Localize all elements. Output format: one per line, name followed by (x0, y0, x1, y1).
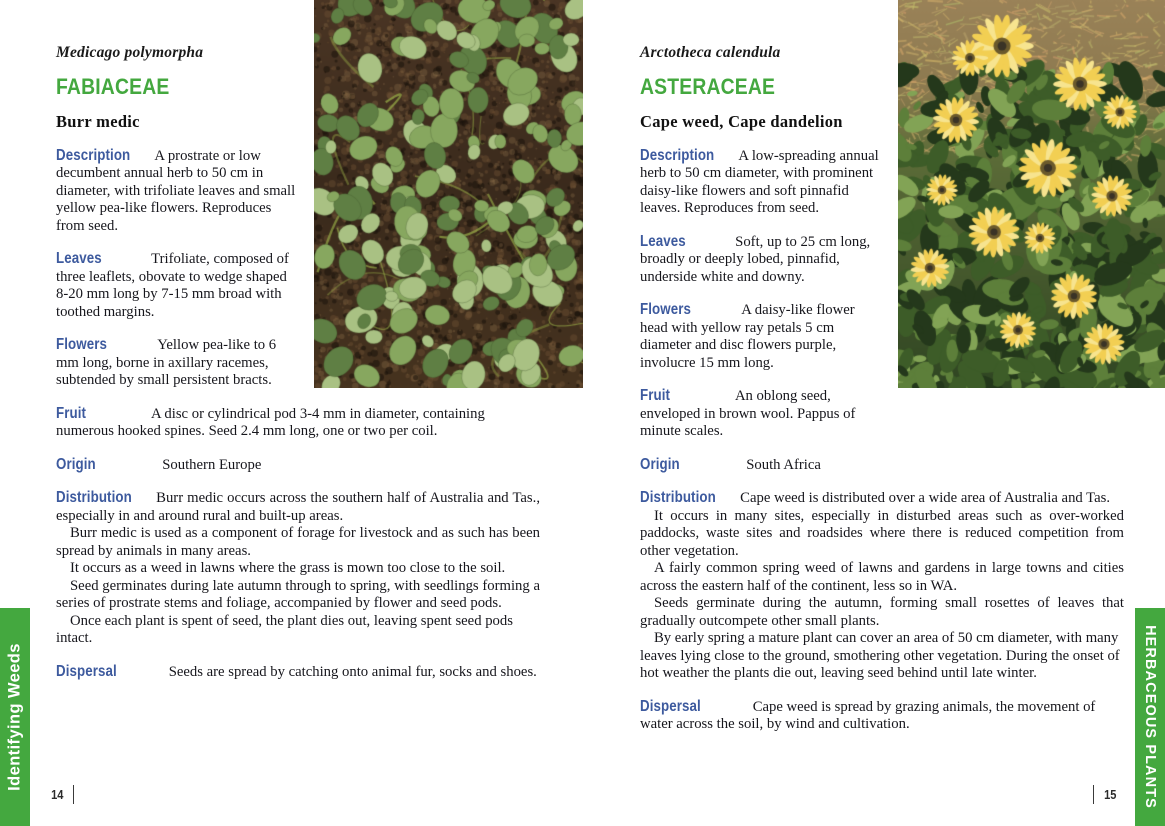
section-description (56, 147, 296, 235)
section-flowers (56, 336, 296, 389)
section-label: Flowers (640, 301, 691, 319)
section-distribution (56, 489, 540, 647)
page-number: 14 (51, 787, 64, 802)
scientific-name: Arctotheca calendula (640, 44, 781, 61)
common-name: Burr medic (56, 112, 140, 131)
section-fruit (640, 387, 880, 440)
section-label: Origin (640, 455, 680, 473)
section-label: Fruit (56, 404, 87, 422)
section-flowers (640, 301, 880, 372)
section-label: Description (640, 147, 715, 164)
section-dispersal (56, 663, 540, 681)
section-paragraph: Leaves Soft, up to 25 cm long, broadly or deeply lobed, pinnafid, underside white and downy. (640, 232, 871, 285)
section-leaves (640, 233, 880, 286)
section-label: Flowers (56, 336, 107, 354)
section-leaves (56, 250, 296, 321)
section-paragraph: Seed germinates during late autumn through to spring, with seedlings forming a series of prostrate stems and foliage, accompanied by flower and seed pods. (56, 577, 540, 612)
section-description (640, 147, 880, 218)
section-label: Origin (56, 455, 96, 473)
family-name: ASTERACEAE (640, 74, 776, 99)
sidebar-tab-label: HERBACEOUS PLANTS (1142, 625, 1158, 809)
page-number-right (1093, 785, 1117, 804)
left-sections (56, 147, 540, 681)
scientific-name: Medicago polymorpha (56, 44, 204, 61)
section-label: Dispersal (56, 662, 117, 680)
sidebar-tab-label: Identifying Weeds (5, 643, 24, 791)
sidebar-tab-identifying-weeds[interactable] (0, 608, 30, 826)
section-label: Distribution (56, 489, 132, 507)
section-distribution (640, 489, 1124, 682)
section-paragraph: Distribution Cape weed is distributed over a wide area of Australia and Tas. (640, 489, 1111, 507)
left-page-content (56, 0, 540, 681)
section-label: Fruit (640, 387, 671, 405)
page-number: 15 (1103, 787, 1116, 802)
section-paragraph: Fruit An oblong seed, enveloped in brown wool. Pappus of minute scales. (640, 387, 856, 440)
section-paragraph: By early spring a mature plant can cover an area of 50 cm diameter, with many leaves lying close to the ground, smothering other vegetation. During the onset of hot weather the plants die out, leaving seed behind until late winter. (640, 630, 1120, 682)
section-paragraph: Burr medic is used as a component of forage for livestock and as such has been spread by animals in many areas. (56, 525, 540, 559)
folio-rule (1093, 785, 1094, 804)
section-label: Leaves (56, 250, 102, 268)
sidebar-tab-herbaceous-plants[interactable] (1135, 608, 1165, 826)
section-paragraph: Leaves Trifoliate, composed of three leaflets, obovate to wedge shaped 8-20 mm long by 7-15 mm broad with toothed margins. (56, 250, 289, 320)
right-sections (640, 147, 1124, 734)
section-paragraph: It occurs in many sites, especially in disturbed areas such as over-worked paddocks, waste sites and roadsides where there is reduced competition from other vegetation. (640, 507, 1124, 559)
folio-rule (73, 785, 74, 804)
section-paragraph: Description A low-spreading annual herb to 50 cm diameter, with prominent daisy-like flowers and soft pinnafid leaves. Reproduces from seed. (640, 147, 879, 217)
section-label: Distribution (640, 489, 716, 507)
section-origin (56, 456, 540, 474)
section-fruit (56, 405, 540, 441)
family-name: FABIACEAE (56, 74, 170, 99)
section-paragraph: Flowers A daisy-like flower head with yellow ray petals 5 cm diameter and disc flowers purple, involucre 15 mm long. (640, 301, 855, 371)
common-name: Cape weed, Cape dandelion (640, 112, 843, 131)
section-label: Leaves (640, 232, 686, 250)
section-paragraph: Dispersal Cape weed is spread by grazing animals, the movement of water across the soil, by wind and cultivation. (640, 697, 1096, 733)
section-paragraph: It occurs as a weed in lawns where the grass is mown too close to the soil. (70, 560, 506, 577)
section-paragraph: Fruit A disc or cylindrical pod 3-4 mm in diameter, containing numerous hooked spines. Seed 2.4 mm long, one or two per coil. (56, 404, 485, 440)
section-paragraph: Seeds germinate during the autumn, forming small rosettes of leaves that gradually outcompete other small plants. (640, 595, 1124, 629)
section-paragraph: Origin Southern Europe (56, 455, 262, 473)
section-dispersal (640, 698, 1124, 734)
right-page-content (640, 0, 1124, 734)
section-paragraph: Description A prostrate or low decumbent annual herb to 50 cm in diameter, with trifoliate leaves and small yellow pea-like flowers. Reproduces from seed. (56, 147, 296, 234)
page-number-left (50, 785, 74, 804)
section-label: Dispersal (640, 697, 701, 715)
section-paragraph: Dispersal Seeds are spread by catching onto animal fur, socks and shoes. (56, 662, 537, 680)
section-paragraph: Distribution Burr medic occurs across the southern half of Australia and Tas., especially in and around rural and built-up areas. (56, 489, 540, 524)
section-label: Description (56, 147, 131, 164)
section-origin (640, 456, 880, 474)
section-paragraph: Once each plant is spent of seed, the plant dies out, leaving spent seed pods intact. (56, 612, 513, 647)
section-paragraph: A fairly common spring weed of lawns and gardens in large towns and cities across the eastern half of the continent, less so in WA. (640, 560, 1124, 594)
section-paragraph: Origin South Africa (640, 455, 821, 473)
section-paragraph: Flowers Yellow pea-like to 6 mm long, borne in axillary racemes, subtended by small persistent bracts. (56, 336, 277, 389)
